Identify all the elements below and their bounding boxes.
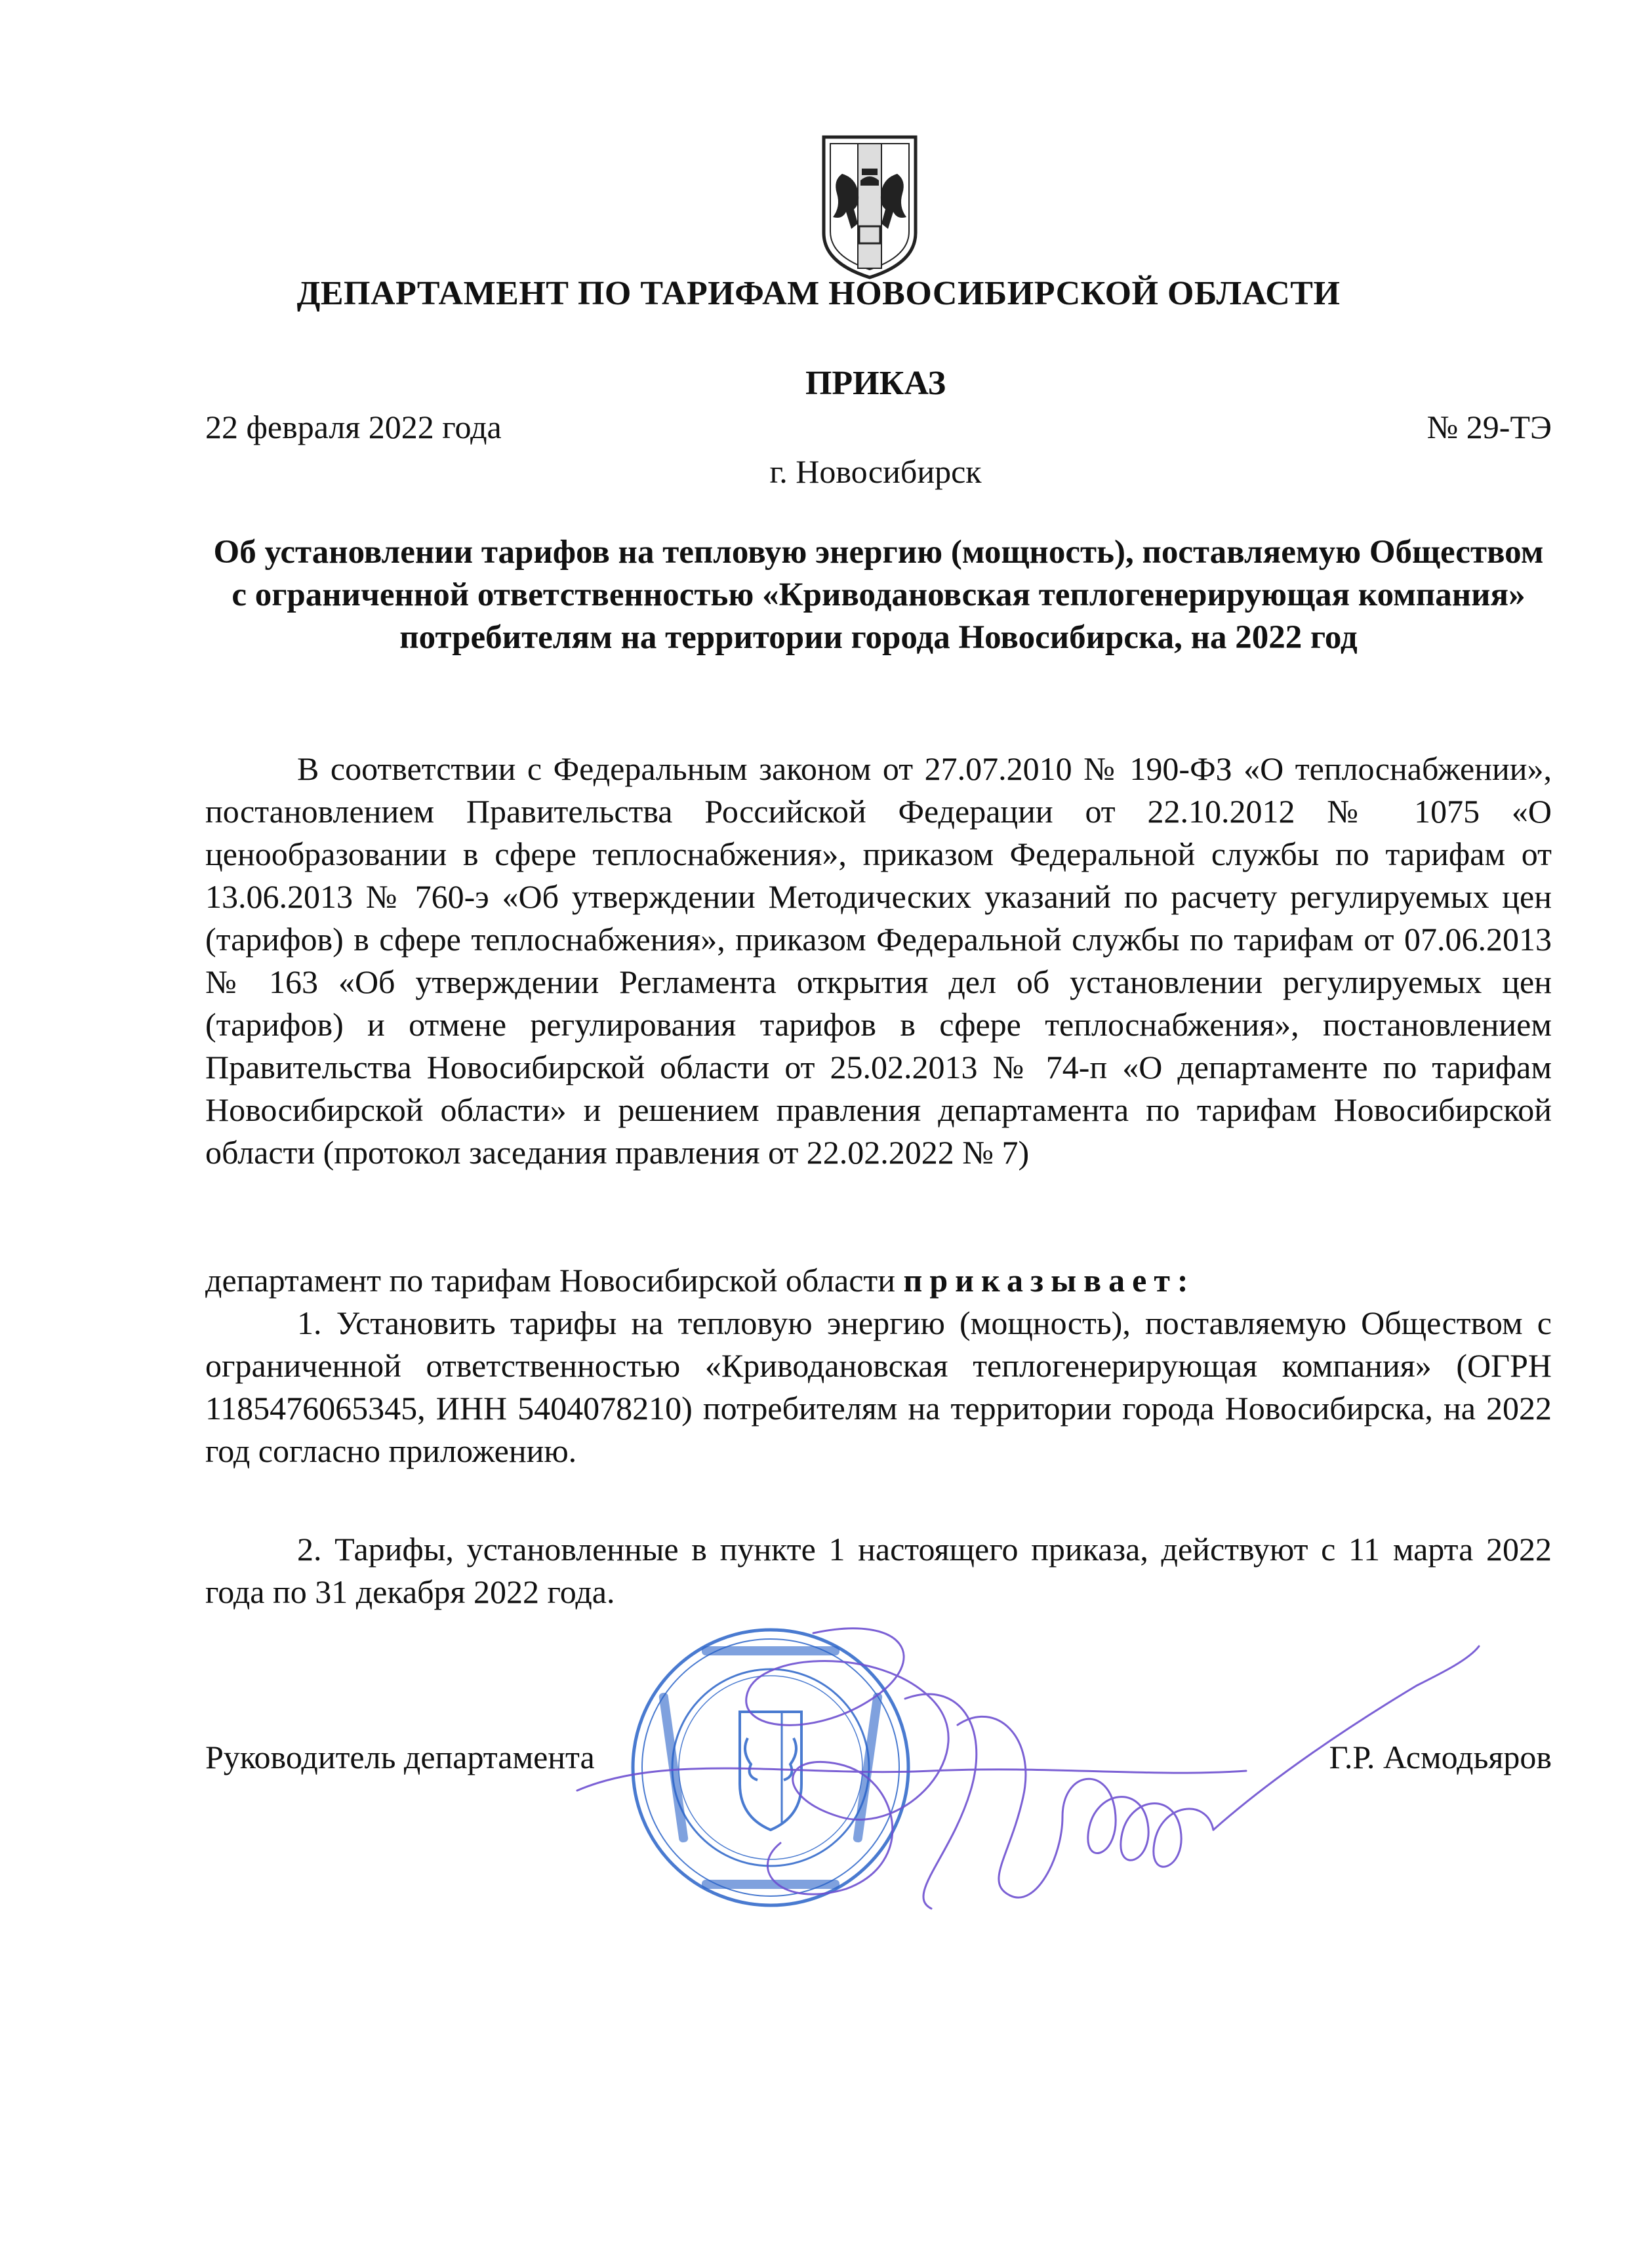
- handwritten-signature: [564, 1620, 1482, 1922]
- document-type: ПРИКАЗ: [805, 365, 946, 402]
- orders-lead: департамент по тарифам Новосибирской области: [205, 1262, 896, 1299]
- coat-of-arms-icon: [820, 134, 920, 280]
- orders-word: приказывает:: [903, 1262, 1196, 1299]
- order-item-2: 2. Тарифы, установленные в пункте 1 настоящего приказа, действуют с 11 марта 2022 года по 31 декабря 2022 года.: [205, 1531, 1552, 1610]
- order-city: г. Новосибирск: [769, 453, 982, 490]
- order-number: № 29-ТЭ: [1426, 409, 1552, 445]
- order-date: 22 февраля 2022 года: [205, 409, 502, 445]
- order-subject: Об установлении тарифов на тепловую энергию (мощность), поставляемую Обществом с ограниченной ответственностью «Криводановская теплогенерирующая компания» потребителям на территории города Новосибирска, на 2022 год: [213, 534, 1544, 656]
- signatory-name: Г.Р. Асмодьяров: [1329, 1739, 1552, 1775]
- order-item-1: 1. Установить тарифы на тепловую энергию (мощность), поставляемую Обществом с ограниченной ответственностью «Криводановская теплогенерирующая компания» (ОГРН 1185476065345, ИНН 5404078210) потребителям на территории города Новосибирска, на 2022 год согласно приложению.: [205, 1305, 1552, 1469]
- signatory-title: Руководитель департамента: [205, 1739, 595, 1775]
- department-name: ДЕПАРТАМЕНТ ПО ТАРИФАМ НОВОСИБИРСКОЙ ОБЛАСТИ: [296, 275, 1341, 312]
- orders-line: [205, 1259, 1552, 1302]
- preamble-paragraph: В соответствии с Федеральным законом от 27.07.2010 № 190-ФЗ «О теплоснабжении», постановлением Правительства Российской Федерации от 22.10.2012 № 1075 «О ценообразовании в сфере теплоснабжения», приказом Федеральной службы по тарифам от 13.06.2013 № 760-э «Об утверждении Методических указаний по расчету регулируемых цен (тарифов) в сфере теплоснабжения», приказом Федеральной службы по тарифам от 07.06.2013 № 163 «Об утверждении Регламента открытия дел об установлении регулируемых цен (тарифов) и отмене регулирования тарифов в сфере теплоснабжения», постановлением Правительства Новосибирской области от 25.02.2013 № 74-п «О департаменте по тарифам Новосибирской области» и решением правления департамента по тарифам Новосибирской области (протокол заседания правления от 22.02.2022 № 7): [205, 750, 1552, 1171]
